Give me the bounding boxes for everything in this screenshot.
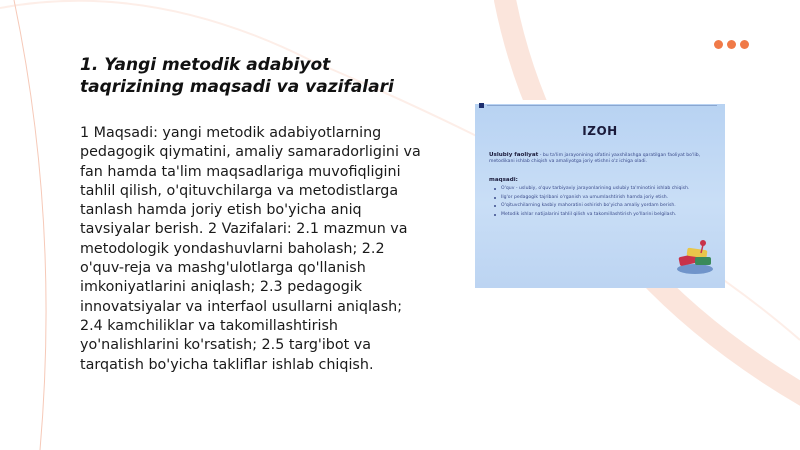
body-paragraph: 1 Maqsadi: yangi metodik adabiyotlarning pedagogik qiymatini, amaliy samaradorligini va fan hamda ta'lim maqsadlariga muvofiqligini tahlil qilish, o'qituvchilarga va metodistlarga tanlash hamda joriy etish bo'yicha aniq tavsiyalar berish. 2 Vazifalari: 2.1 mazmun va metodologik yondashuvlarni baholash; 2.2 o'quv-reja va mashg'ulotlarga qo'llanish imkoniyatlarini aniqlash; 2.3 pedagogik innovatsiyalar va interfaol usullarni aniqlash; 2.4 kamchiliklar va takomillashtirish yo'nalishlarini ko'rsatish; 2.5 targ'ibot va tarqatish bo'yicha takliflar ishlab chiqish. bbox=[80, 125, 421, 373]
embedded-slide-image bbox=[475, 100, 725, 288]
slide-corner-mark bbox=[479, 103, 484, 108]
slide-top-bar bbox=[475, 100, 725, 104]
three-dots-icon bbox=[714, 40, 749, 49]
slide-lead-paragraph bbox=[489, 152, 711, 165]
slide-lead-text: - bu ta'lim jarayonining sifatini yaxshilashga qaratilgan faoliyat bo'lib, metodikani ishlab chiqish va amaliyotga joriy etishni o'z ichiga oladi. bbox=[489, 153, 701, 164]
dot-icon bbox=[714, 40, 723, 49]
dot-icon bbox=[727, 40, 736, 49]
slide-lead-term: Uslubiy faoliyat bbox=[489, 152, 539, 158]
slide-subheading: maqsadi: bbox=[489, 177, 518, 183]
clipart-books-illustration bbox=[673, 235, 717, 275]
slide-bullet-item: Metodik ishlar natijalarini tahlil qilish va takomillashtirish yo'llarini belgilash. bbox=[493, 212, 708, 218]
slide-rule-line bbox=[487, 105, 717, 106]
slide-bullet-list bbox=[493, 186, 708, 220]
slide-bullet-item: O'quv - uslubiy, o'quv tarbiyaviy jarayonlarining uslubiy ta'minotini ishlab chiqish. bbox=[493, 186, 708, 192]
decorative-thin-line bbox=[14, 0, 46, 450]
slide-heading: IZOH bbox=[582, 124, 618, 138]
dot-icon bbox=[740, 40, 749, 49]
page-title: 1. Yangi metodik adabiyot taqrizining maqsadi va vazifalari bbox=[80, 55, 394, 97]
slide-bullet-item: Ilg'or pedagogik tajribani o'rganish va umumlashtirish hamda joriy etish. bbox=[493, 195, 708, 201]
slide-bullet-item: O'qituvchilarning kasbiy mahoratini oshirish bo'yicha amaliy yordam berish. bbox=[493, 203, 708, 209]
